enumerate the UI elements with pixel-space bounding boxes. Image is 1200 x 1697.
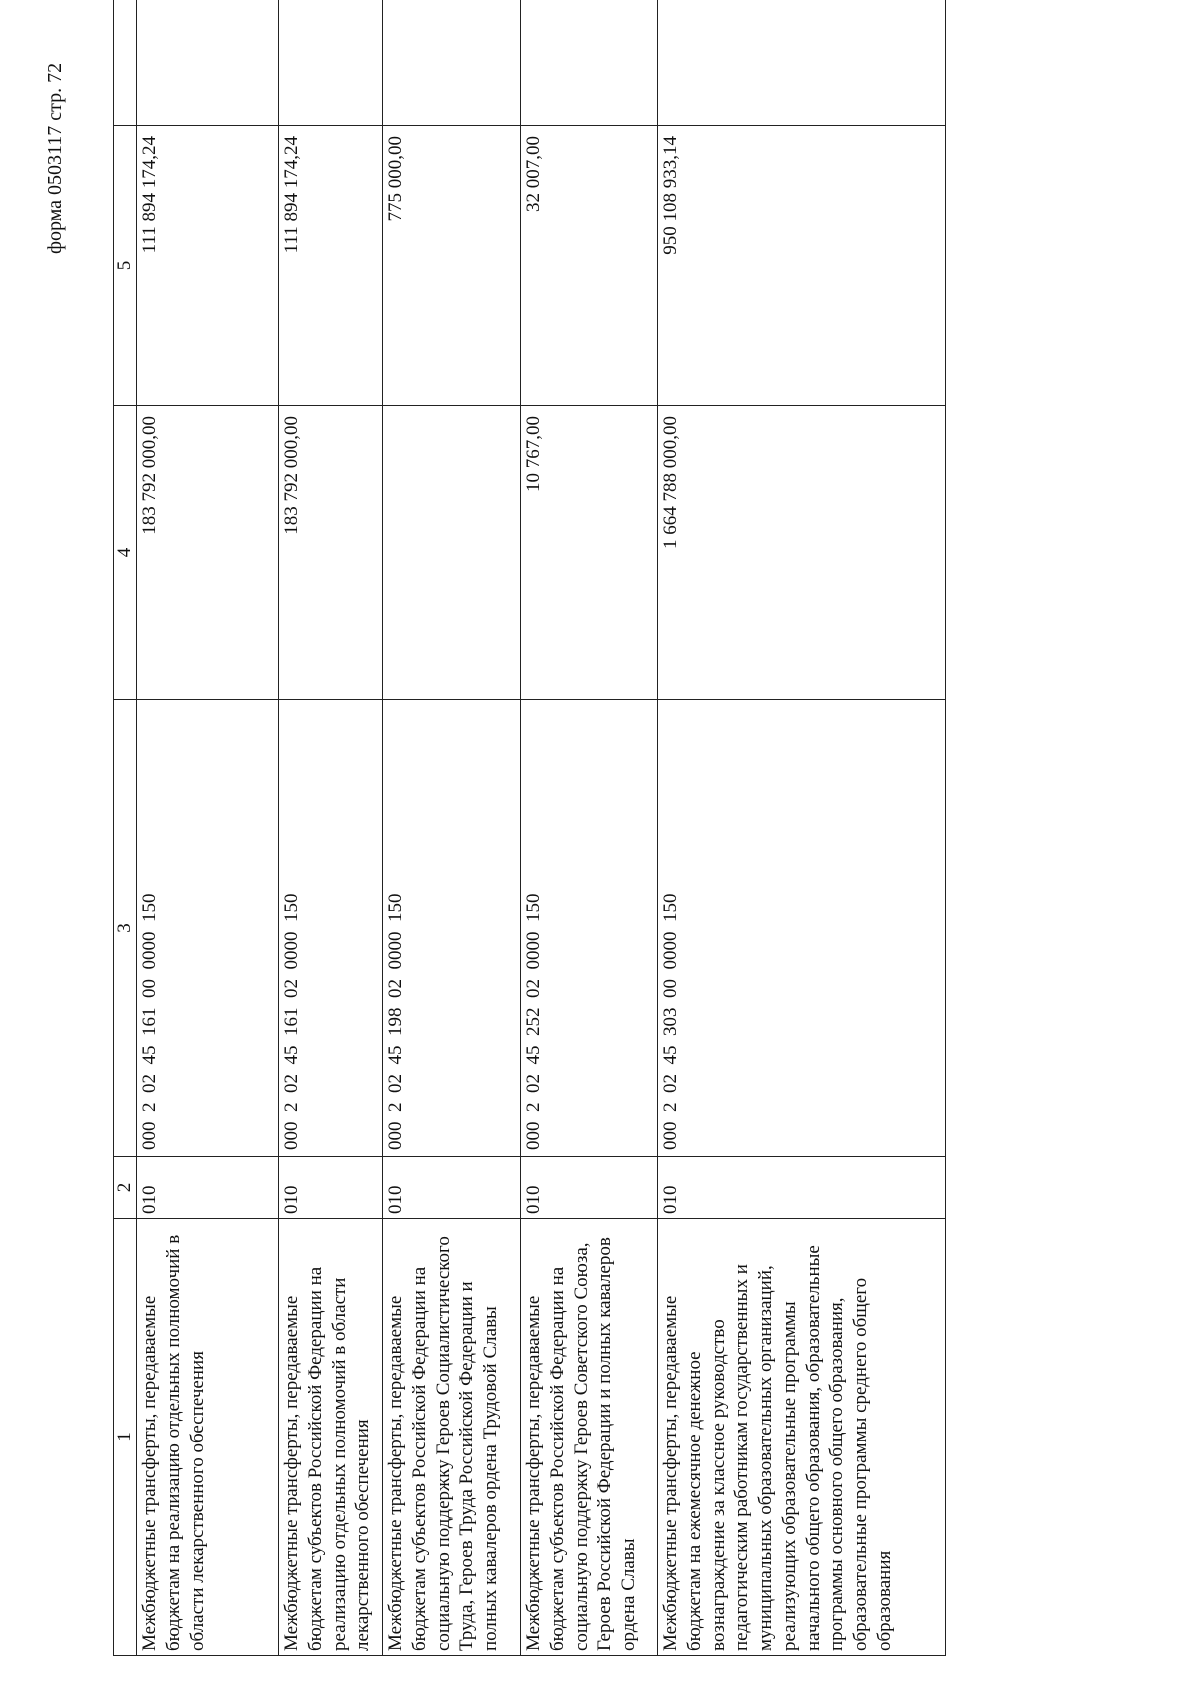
approved-cell: 183 792 000,00: [279, 406, 383, 700]
income-code-cell: 000 2 02 45 198 02 0000 150: [383, 700, 521, 1157]
column-header: 1: [114, 1219, 137, 1656]
unexecuted-cell: [383, 0, 521, 126]
table-header-row: [114, 0, 137, 1656]
line-code-cell: 010: [658, 1157, 946, 1219]
line-code-cell: 010: [383, 1157, 521, 1219]
table-row: [383, 0, 521, 1656]
unexecuted-cell: [137, 0, 279, 126]
row-name-cell: Межбюджетные трансферты, передаваемые бюджетам субъектов Российской Федерации на социальную поддержку Героев Советского Союза, Героев Российской Федерации и полных кавалеров ордена Славы: [521, 1219, 658, 1656]
table-row: [521, 0, 658, 1656]
approved-cell: 183 792 000,00: [137, 406, 279, 700]
approved-cell: [383, 406, 521, 700]
table-row: [279, 0, 383, 1656]
executed-cell: 111 894 174,24: [137, 126, 279, 406]
line-code-cell: 010: [137, 1157, 279, 1219]
executed-cell: 775 000,00: [383, 126, 521, 406]
executed-cell: 32 007,00: [521, 126, 658, 406]
unexecuted-cell: [279, 0, 383, 126]
table-row: [658, 0, 946, 1656]
approved-cell: 1 664 788 000,00: [658, 406, 946, 700]
column-header: [114, 0, 137, 126]
column-header: 3: [114, 700, 137, 1157]
income-code-cell: 000 2 02 45 252 02 0000 150: [521, 700, 658, 1157]
income-code-cell: 000 2 02 45 161 02 0000 150: [279, 700, 383, 1157]
row-name-cell: Межбюджетные трансферты, передаваемые бюджетам субъектов Российской Федерации на реализацию отдельных полномочий в области лекарственного обеспечения: [279, 1219, 383, 1656]
unexecuted-cell: [658, 0, 946, 126]
income-code-cell: 000 2 02 45 161 00 0000 150: [137, 700, 279, 1157]
unexecuted-cell: [521, 0, 658, 126]
report-table: [113, 0, 946, 1656]
approved-cell: 10 767,00: [521, 406, 658, 700]
column-header: 2: [114, 1157, 137, 1219]
column-header: 4: [114, 406, 137, 700]
executed-cell: 111 894 174,24: [279, 126, 383, 406]
row-name-cell: Межбюджетные трансферты, передаваемые бюджетам на ежемесячное денежное вознаграждение за классное руководство педагогическим работникам государственных и муниципальных образовательных организаций, реализующих образовательные программы начального общего образования, образовательные программы основного общего образования, образовательные программы среднего общего образования: [658, 1219, 946, 1656]
row-name-cell: Межбюджетные трансферты, передаваемые бюджетам на реализацию отдельных полномочий в области лекарственного обеспечения: [137, 1219, 279, 1656]
executed-cell: 950 108 933,14: [658, 126, 946, 406]
income-code-cell: 000 2 02 45 303 00 0000 150: [658, 700, 946, 1157]
table-row: [137, 0, 279, 1656]
line-code-cell: 010: [521, 1157, 658, 1219]
column-header: 5: [114, 126, 137, 406]
row-name-cell: Межбюджетные трансферты, передаваемые бюджетам субъектов Российской Федерации на социальную поддержку Героев Социалистического Труда, Героев Труда Российской Федерации и полных кавалеров ордена Трудовой Славы: [383, 1219, 521, 1656]
line-code-cell: 010: [279, 1157, 383, 1219]
form-label: форма 0503117 стр. 72: [44, 62, 66, 254]
